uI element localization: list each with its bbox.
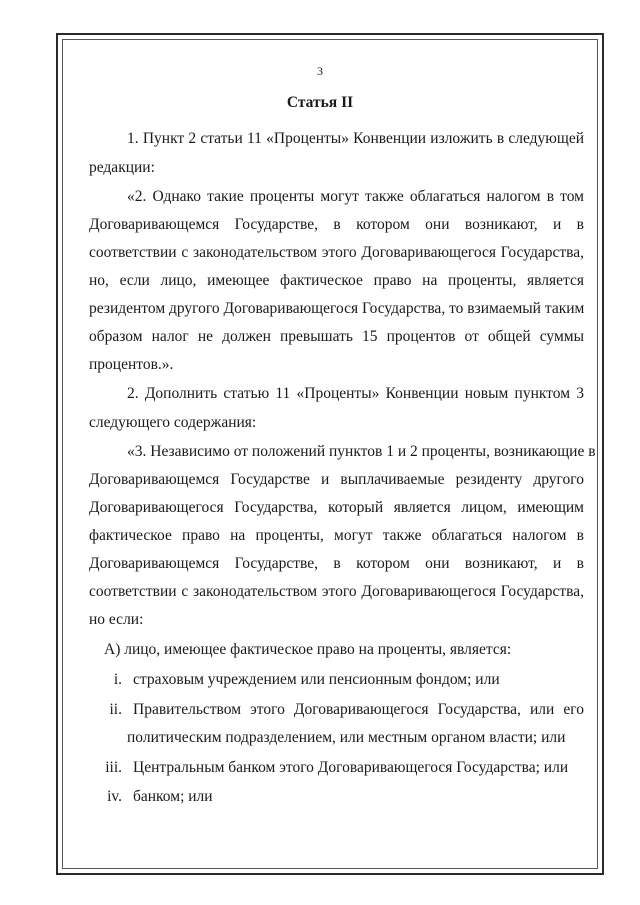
item-number: i.: [113, 671, 122, 688]
para1-line-1: 1. Пункт 2 статьи 11 «Проценты» Конвенции изложить в следующей: [127, 130, 584, 147]
quote2-line-7: но если:: [89, 611, 144, 628]
list-item-text: банком; или: [133, 788, 213, 805]
quote1-line-6: образом налог не должен превышать 15 процентов от общей суммы: [89, 328, 584, 345]
quote2-line-3: Договаривающегося Государства, который является лицом, имеющим: [89, 499, 584, 516]
para1-line-2: редакции:: [89, 159, 155, 176]
quote1-line-7: процентов.».: [89, 356, 174, 373]
quote1-line-4: но, если лицо, имеющее фактическое право на проценты, является: [89, 272, 584, 289]
quote1-line-2: Договаривающемся Государстве, в котором они возникают, и в: [89, 216, 584, 233]
list-item-text: Правительством этого Договаривающегося Государства, или его: [133, 701, 584, 718]
para2-line-1: 2. Дополнить статью 11 «Проценты» Конвенции новым пунктом 3: [127, 385, 584, 402]
quote2-line-2: Договаривающемся Государстве и выплачиваемые резиденту другого: [89, 471, 584, 488]
quote2-line-4: фактическое право на проценты, могут также облагаться налогом в: [89, 527, 584, 544]
list-item-text: Центральным банком этого Договаривающегося Государства; или: [133, 759, 569, 776]
para2-line-2: следующего содержания:: [89, 414, 257, 431]
quote2-line-1: «3. Независимо от положений пунктов 1 и 2 проценты, возникающие в: [127, 443, 596, 460]
item-number: iii.: [105, 759, 122, 776]
quote1-line-3: соответствии с законодательством этого Договаривающегося Государства,: [89, 244, 584, 261]
list-item-text: страховым учреждением или пенсионным фондом; или: [133, 671, 500, 688]
sub-item-a: А) лицо, имеющее фактическое право на проценты, является:: [104, 641, 512, 658]
quote1-line-1: «2. Однако такие проценты могут также облагаться налогом в том: [127, 188, 584, 205]
quote2-line-5: Договаривающемся Государстве, в котором они возникают, и в: [89, 555, 584, 572]
item-number: ii.: [109, 701, 122, 718]
page-number: 3: [317, 64, 323, 78]
quote2-line-6: соответствии с законодательством этого Договаривающегося Государства,: [89, 583, 584, 600]
item-number: iv.: [107, 788, 122, 805]
list-item-continuation: политическим подразделением, или местным органом власти; или: [127, 729, 566, 746]
quote1-line-5: резидентом другого Договаривающегося Государства, то взимаемый таким: [89, 300, 585, 317]
article-heading: Статья II: [286, 94, 354, 111]
